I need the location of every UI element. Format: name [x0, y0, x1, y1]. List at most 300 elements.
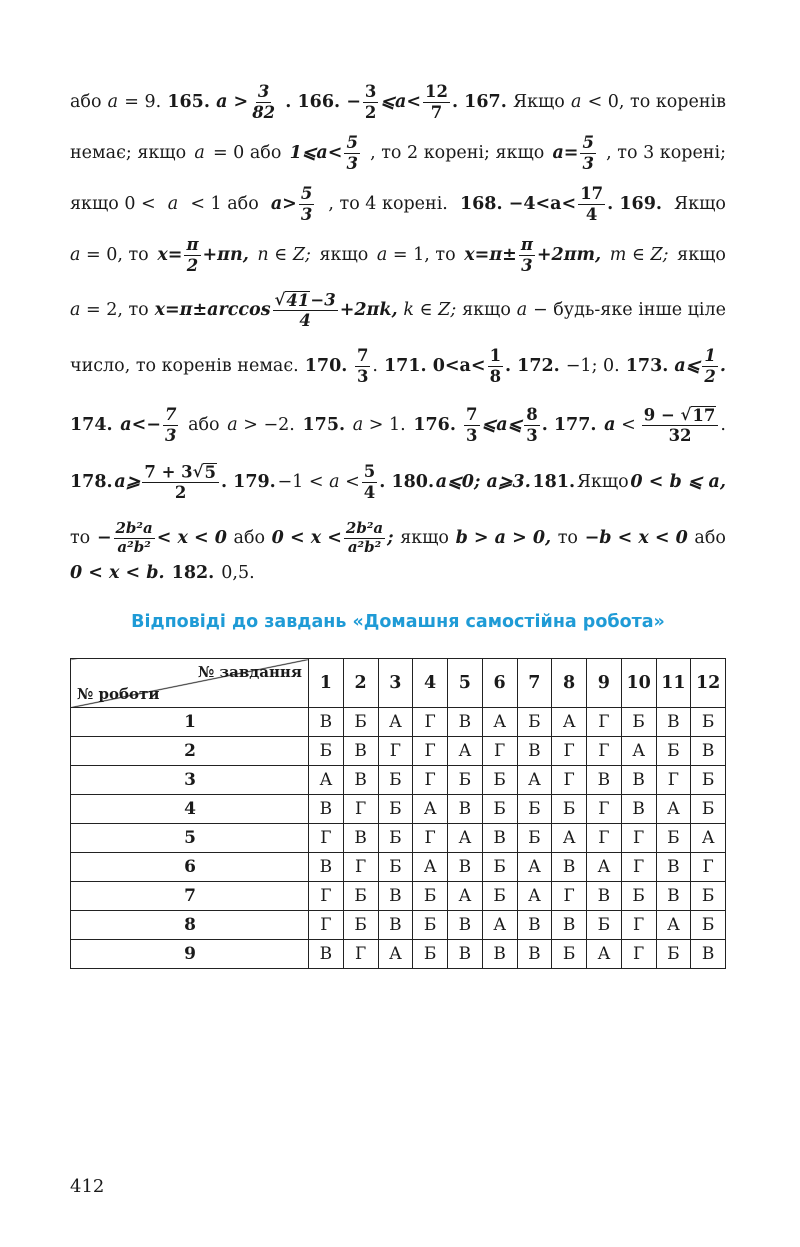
column-header: 10 — [621, 659, 656, 708]
fraction — [344, 518, 385, 556]
var: a — [570, 92, 582, 112]
answer-cell: А — [621, 737, 656, 766]
column-header: 2 — [343, 659, 378, 708]
answer-cell: В — [552, 853, 587, 882]
text: 168. −4<a< — [459, 194, 577, 214]
denominator: 32 — [668, 426, 692, 445]
fraction — [142, 463, 219, 502]
answer-cell: Г — [587, 795, 622, 824]
answer-cell: В — [656, 853, 691, 882]
inequality — [285, 83, 507, 121]
problem-number: 172. — [517, 356, 560, 376]
var: a — [194, 143, 205, 163]
text: 0 < x < — [271, 528, 342, 548]
answer-cell: Г — [378, 737, 413, 766]
text: . 166. − — [285, 92, 361, 112]
text-line-2 — [70, 128, 726, 178]
answer-cell: Б — [378, 795, 413, 824]
answer-cell: В — [343, 824, 378, 853]
numerator: 8 — [526, 405, 538, 425]
answer-170 — [305, 347, 378, 385]
sqrt: √ 41 — [274, 290, 310, 310]
numerator: 12 — [425, 82, 448, 102]
problem-number: 173. — [625, 356, 669, 376]
inequality: b > a > 0, — [455, 528, 552, 548]
answer-cell: В — [482, 824, 517, 853]
inequality — [120, 406, 180, 444]
answer-cell: В — [621, 766, 656, 795]
var: n — [257, 245, 269, 265]
text-line-1 — [70, 77, 726, 127]
text: Якщо — [674, 194, 726, 214]
problem-number: 181. — [532, 472, 576, 492]
fraction — [488, 347, 503, 385]
table-row — [71, 911, 726, 940]
text: +2πk, — [339, 300, 398, 320]
fraction — [580, 134, 595, 172]
text: 7 + 3 — [144, 462, 193, 482]
work-number-label: № роботи — [77, 685, 160, 703]
text: то — [557, 528, 578, 548]
answer-cell: В — [343, 766, 378, 795]
denominator: 3 — [356, 366, 369, 386]
answer-cell: Г — [552, 882, 587, 911]
answer-176 — [413, 406, 596, 444]
answer-cell: А — [517, 882, 552, 911]
column-header: 1 — [309, 659, 344, 708]
numerator: 7 — [356, 346, 369, 366]
numerator: 17 — [580, 184, 604, 204]
problem-number: . 180. — [379, 472, 435, 492]
fraction — [642, 406, 719, 445]
var: Z; — [438, 300, 457, 320]
text: якщо — [462, 300, 511, 320]
text: −1 < — [277, 472, 324, 492]
fraction — [250, 83, 277, 121]
numerator: 1 — [489, 346, 502, 366]
numerator: π — [520, 235, 533, 255]
fraction — [355, 347, 370, 385]
var: Z; — [650, 245, 669, 265]
numerator: 2b²a — [345, 518, 384, 537]
var: a — [107, 92, 119, 112]
inequality — [290, 134, 362, 172]
text: , то 3 корені; — [606, 143, 726, 163]
column-header: 8 — [552, 659, 587, 708]
denominator: 82 — [252, 102, 276, 122]
fraction — [524, 406, 539, 444]
fraction — [578, 185, 605, 223]
text: ⩽a⩽ — [481, 415, 523, 435]
answer-cell: Б — [656, 940, 691, 969]
answer-cell: А — [552, 824, 587, 853]
text: < — [621, 415, 636, 435]
inequality: 0 < b ⩽ a, — [630, 472, 726, 492]
numerator: 1 — [704, 346, 716, 366]
answer-cell: В — [309, 708, 344, 737]
problem-number: 182. — [171, 563, 215, 583]
answer-cell: В — [656, 708, 691, 737]
text: . — [719, 356, 726, 376]
answer-cell: А — [448, 737, 483, 766]
fraction — [363, 83, 378, 121]
answer-cell: В — [517, 911, 552, 940]
fraction — [519, 236, 535, 274]
problem-number: 178. — [70, 472, 113, 492]
denominator: 3 — [300, 204, 313, 224]
answer-cell: Б — [413, 911, 448, 940]
answers-table — [70, 658, 726, 969]
condition — [377, 245, 456, 265]
denominator: 2 — [174, 483, 187, 502]
text: , то 2 корені; якщо — [370, 143, 545, 163]
answer-cell: Б — [656, 824, 691, 853]
answer-cell: А — [378, 708, 413, 737]
fraction — [702, 347, 717, 385]
answer-cell: Г — [309, 882, 344, 911]
text: 1⩽a< — [289, 143, 343, 163]
denominator: 3 — [582, 153, 594, 173]
text: = 9. — [124, 92, 162, 112]
answer-cell: А — [587, 853, 622, 882]
var: a — [70, 245, 81, 265]
answer-cell: Г — [413, 824, 448, 853]
fraction — [299, 185, 314, 223]
text: < — [345, 472, 360, 492]
answer-cell: А — [656, 911, 691, 940]
answer-cell: Б — [587, 911, 622, 940]
table-row — [71, 824, 726, 853]
text: якщо 0 < — [70, 194, 156, 214]
domain — [257, 245, 310, 265]
answer-cell: Г — [482, 737, 517, 766]
answer-cell: Б — [482, 795, 517, 824]
inequality — [604, 406, 726, 445]
answer-cell: А — [448, 882, 483, 911]
column-header: 4 — [413, 659, 448, 708]
sqrt: √ 5 — [192, 462, 216, 482]
column-header: 7 — [517, 659, 552, 708]
answer-cell: Г — [587, 708, 622, 737]
answer-cell: В — [343, 737, 378, 766]
text: то — [70, 528, 91, 548]
column-header: 12 — [691, 659, 726, 708]
text: якщо — [400, 528, 449, 548]
answer-cell: Г — [587, 737, 622, 766]
text-line-8 — [70, 455, 726, 509]
table-row — [71, 940, 726, 969]
answer-cell: Б — [482, 853, 517, 882]
answer-cell: Б — [691, 911, 726, 940]
answer-cell: В — [378, 882, 413, 911]
fraction — [362, 463, 377, 501]
problem-number: 176. — [413, 415, 456, 435]
answer-cell: Б — [517, 824, 552, 853]
answer-cell: Г — [587, 824, 622, 853]
answer-cell: Б — [552, 940, 587, 969]
answer-cell: В — [448, 911, 483, 940]
answer-cell: Г — [343, 853, 378, 882]
table-row — [71, 708, 726, 737]
text: ∈ — [274, 245, 288, 265]
table-row — [71, 795, 726, 824]
denominator: 2 — [186, 255, 199, 275]
var: a — [70, 300, 81, 320]
numerator: 5 — [346, 133, 358, 153]
text: = 0 або — [212, 143, 282, 163]
text: > −2. — [243, 415, 295, 435]
condition — [70, 245, 149, 265]
answer-cell: В — [517, 737, 552, 766]
text: +2πm, — [536, 245, 602, 265]
problem-number: . 179. — [220, 472, 276, 492]
answer-cell: А — [482, 708, 517, 737]
text: ; — [387, 528, 394, 548]
answer-cell: Г — [552, 766, 587, 795]
answer-cell: Б — [517, 795, 552, 824]
var: a — [352, 415, 364, 435]
text-line-5 — [70, 281, 726, 339]
table-row — [71, 766, 726, 795]
var: a — [604, 415, 616, 435]
text: або — [70, 92, 102, 112]
equation — [157, 236, 248, 274]
text: або — [694, 528, 726, 548]
var: Z; — [292, 245, 311, 265]
text: немає; якщо — [70, 143, 187, 163]
answer-cell: Г — [691, 853, 726, 882]
answer-cell: Г — [309, 824, 344, 853]
numerator: 7 — [466, 405, 478, 425]
text-line-6 — [70, 341, 726, 391]
answer-cell: В — [448, 708, 483, 737]
answer-cell: В — [309, 940, 344, 969]
inequality: a⩽0; a⩾3. — [435, 472, 531, 492]
answer-cell: Г — [621, 824, 656, 853]
corner-cell — [71, 659, 309, 708]
var: a — [516, 300, 528, 320]
denominator: 3 — [346, 153, 358, 173]
domain — [610, 245, 669, 265]
inequality: −b < x < 0 — [584, 528, 688, 548]
row-number: 6 — [71, 853, 309, 882]
denominator: 2 — [364, 102, 377, 122]
table-row — [71, 882, 726, 911]
text-line-7 — [70, 397, 726, 453]
text: a> — [270, 194, 297, 214]
answer-cell: Г — [343, 795, 378, 824]
inequality — [277, 463, 434, 501]
numerator: 7 — [164, 405, 177, 425]
text: +πn, — [202, 245, 249, 265]
text: 0,5. — [221, 563, 255, 583]
text: або — [233, 528, 266, 548]
text: або — [188, 415, 220, 435]
page-number: 412 — [70, 1176, 105, 1197]
text: число, то коренів немає. — [70, 356, 299, 376]
text: a= — [552, 143, 579, 163]
answer-cell: Б — [656, 737, 691, 766]
answer-171 — [384, 347, 511, 385]
row-number: 3 — [71, 766, 309, 795]
text: a > — [216, 92, 249, 112]
text: ⩽a< — [380, 92, 422, 112]
fraction — [464, 406, 479, 444]
answer-cell: В — [587, 882, 622, 911]
answer-cell: А — [656, 795, 691, 824]
fraction — [184, 236, 200, 274]
inequality — [227, 415, 295, 435]
answer-cell: В — [691, 940, 726, 969]
fraction — [163, 406, 178, 444]
numerator: π — [186, 235, 199, 255]
table-body — [71, 708, 726, 969]
table-row — [71, 853, 726, 882]
answer-cell: А — [482, 911, 517, 940]
text: ∈ — [419, 300, 433, 320]
answer-cell: Г — [413, 708, 448, 737]
answer-cell: Б — [413, 940, 448, 969]
numerator — [142, 463, 219, 483]
text: = 2, то — [86, 300, 149, 320]
equation — [155, 291, 398, 330]
text: < 1 або — [190, 194, 259, 214]
fraction — [423, 83, 450, 121]
fraction — [114, 518, 155, 556]
answer-cell: Б — [413, 882, 448, 911]
text: Якщо — [576, 472, 629, 492]
answer-cell: А — [517, 853, 552, 882]
text: = 0, то — [86, 245, 149, 265]
text: a<− — [120, 415, 161, 435]
task-number-label: № завдання — [198, 663, 302, 681]
text: −1; 0. — [565, 356, 620, 376]
inequality — [271, 185, 317, 223]
answer-cell: Б — [517, 708, 552, 737]
text-line-3 — [70, 179, 726, 229]
answer-cell: Б — [482, 882, 517, 911]
text: > 1. — [368, 415, 406, 435]
answer-cell: Г — [413, 737, 448, 766]
answer-cell: В — [448, 795, 483, 824]
numerator: 3 — [257, 82, 270, 102]
answer-cell: А — [552, 708, 587, 737]
answer-cell: Г — [343, 940, 378, 969]
text: a⩽ — [674, 356, 701, 376]
answer-cell: В — [448, 940, 483, 969]
inequality — [460, 185, 662, 223]
inequality — [353, 415, 406, 435]
answer-cell: А — [309, 766, 344, 795]
denominator: 4 — [299, 311, 311, 330]
radicand: 5 — [204, 462, 216, 482]
column-header: 9 — [587, 659, 622, 708]
section-heading: Відповіді до завдань «Домашня самостійна робота» — [131, 612, 665, 632]
answer-cell: В — [656, 882, 691, 911]
answer-cell: Б — [621, 882, 656, 911]
answer-cell: В — [309, 853, 344, 882]
equation — [552, 134, 598, 172]
text: 9 − — [643, 405, 675, 425]
numerator — [642, 406, 719, 426]
problem-number: 174. — [70, 415, 113, 435]
answer-cell: Б — [343, 708, 378, 737]
table-row — [71, 737, 726, 766]
problem-number: . 167. — [452, 92, 507, 112]
answer-cell: Б — [691, 882, 726, 911]
answer-cell: Г — [621, 940, 656, 969]
text: < 0, то коренів — [587, 92, 726, 112]
text: = 1, то — [392, 245, 456, 265]
answer-cell: В — [691, 737, 726, 766]
denominator: 8 — [489, 366, 502, 386]
answer-cell: Б — [691, 795, 726, 824]
answer-cell: Б — [448, 766, 483, 795]
column-header: 5 — [448, 659, 483, 708]
problem-number: 175. — [302, 415, 346, 435]
denominator: 3 — [526, 425, 538, 445]
fraction — [273, 291, 338, 330]
answer-cell: Б — [343, 882, 378, 911]
answer-cell: Б — [343, 911, 378, 940]
answer-cell: А — [413, 853, 448, 882]
answer-cell: Г — [656, 766, 691, 795]
row-number: 1 — [71, 708, 309, 737]
answer-cell: Б — [691, 766, 726, 795]
column-header: 6 — [482, 659, 517, 708]
answer-cell: Б — [691, 708, 726, 737]
answer-cell: Б — [378, 853, 413, 882]
row-number: 9 — [71, 940, 309, 969]
numerator: 5 — [300, 184, 313, 204]
answer-cell: А — [448, 824, 483, 853]
fraction — [344, 134, 359, 172]
inequality — [96, 518, 227, 556]
text: якщо — [677, 245, 726, 265]
answer-cell: Г — [621, 911, 656, 940]
answer-cell: В — [378, 911, 413, 940]
denominator: a²b² — [347, 537, 382, 556]
text: −3 — [310, 290, 336, 310]
row-number: 5 — [71, 824, 309, 853]
text: 171. 0<a< — [384, 356, 486, 376]
text: . — [372, 356, 378, 376]
text: a⩾ — [114, 472, 141, 492]
answer-cell: В — [309, 795, 344, 824]
inequality — [216, 83, 279, 121]
answer-cell: А — [378, 940, 413, 969]
var: a — [227, 415, 238, 435]
domain — [403, 300, 456, 320]
text: < x < 0 — [156, 528, 227, 548]
var: a — [376, 245, 388, 265]
answer-cell: А — [517, 766, 552, 795]
denominator: 2 — [704, 366, 716, 386]
answer-cell: Г — [413, 766, 448, 795]
radicand: 17 — [692, 405, 716, 425]
problem-number: . 177. — [541, 415, 597, 435]
inequality — [674, 347, 726, 385]
denominator: 3 — [466, 425, 478, 445]
answer-cell: Б — [309, 737, 344, 766]
denominator: 3 — [521, 255, 533, 275]
text: − будь-яке інше ціле — [533, 300, 726, 320]
denominator: 3 — [164, 425, 177, 445]
inequality — [114, 463, 275, 502]
problem-number: 170. — [304, 356, 348, 376]
answer-cell: В — [552, 911, 587, 940]
column-header: 11 — [656, 659, 691, 708]
